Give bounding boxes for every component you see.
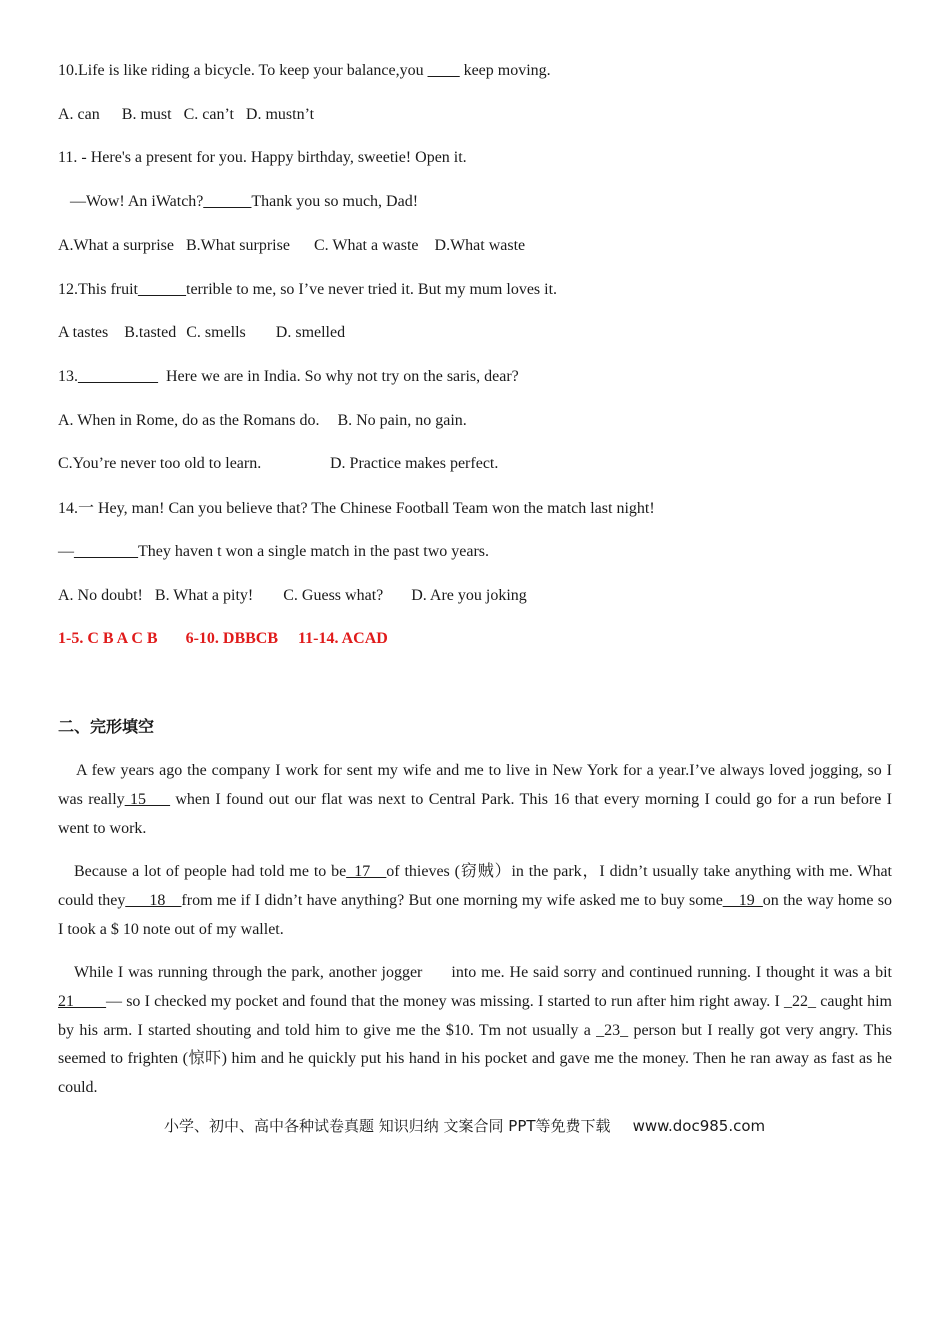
q14-reply	[58, 542, 489, 562]
q10-option-c: C. can’t	[183, 106, 234, 123]
q13-stem	[58, 367, 519, 387]
q12-option-c: C. smells	[186, 324, 246, 341]
cloze-paragraph-3	[58, 959, 892, 1103]
answer-key-1-5: 1-5. C B A C B	[58, 630, 158, 647]
footer-text: 小学、初中、高中各种试卷真题 知识归纳 文案合同 PPT等免费下载	[164, 1117, 611, 1135]
q14-stem: 14.一 Hey, man! Can you believe that? The Chinese Football Team won the match last night!	[58, 500, 655, 517]
paragraph-text: when I found out our flat was next to Central Park. This 16 that every morning I could go for a run before I went to work.	[58, 790, 892, 837]
q12-options	[58, 323, 345, 343]
paragraph-text: on the way home so I took a $ 10 note out of my wallet.	[58, 891, 892, 938]
q14-option-c: C. Guess what?	[283, 587, 384, 604]
q13-option-d: D. Practice makes perfect.	[330, 455, 499, 472]
q11-option-b: B.What surprise	[185, 237, 290, 254]
paragraph-text: — so I checked my pocket and found that the money was missing. I started to run after him right away. I _22_ caught him by his arm. I started shouting and told him to give me the $10. Tm not usually a _23_ person but I really got very angry. This seemed to frighten (惊吓) him and he quickly put his hand in his pocket and gave me the money. Then he ran away as fast as he could.	[58, 992, 892, 1097]
q10-stem-text-end: keep moving.	[459, 62, 551, 79]
q13-options-row2	[58, 454, 261, 474]
q10-stem	[58, 61, 551, 81]
q14-reply-text-end: They haven t won a single match in the past two years.	[138, 543, 490, 560]
q11-options	[58, 236, 525, 256]
q12-option-a: A tastes	[58, 324, 109, 341]
page-footer	[164, 1115, 765, 1136]
answer-key	[58, 629, 388, 649]
q13-blank: __________	[78, 368, 158, 385]
footer-url: www.doc985.com	[632, 1117, 766, 1135]
paragraph-text: from me if I didn’t have anything? But one morning my wife asked me to buy some	[181, 891, 723, 909]
cloze-paragraph-2	[58, 858, 892, 944]
q11-blank: ______	[203, 193, 252, 210]
q12-stem-text: 12.This fruit	[58, 281, 138, 298]
paragraph-text: While I was running through the park, another jogger into me. He said sorry and continued running. I thought it was a bit	[74, 964, 892, 981]
q13-option-c: C.You’re never too old to learn.	[58, 455, 262, 472]
q13-option-a: A. When in Rome, do as the Romans do.	[58, 412, 320, 429]
q14-reply-text: —	[58, 543, 74, 560]
q10-option-d: D. mustn’t	[245, 106, 315, 123]
q10-blank: ____	[427, 62, 460, 79]
q11-option-c: C. What a waste	[313, 237, 419, 254]
q10-options	[58, 105, 314, 125]
q10-option-a: A. can	[58, 106, 100, 123]
answer-key-6-10: 6-10. DBBCB	[185, 630, 279, 647]
blank-18: ___18__	[125, 891, 182, 909]
blank-19: __19_	[722, 891, 763, 909]
q11-reply	[70, 192, 418, 212]
blank-21: 21____	[58, 992, 106, 1010]
q12-option-b: B.tasted	[124, 324, 177, 341]
q14-blank: ________	[74, 543, 138, 560]
q10-stem-text: 10.Life is like riding a bicycle. To keep your balance,you	[58, 62, 428, 79]
q13-stem-text-end: Here we are in India. So why not try on the saris, dear?	[158, 368, 519, 385]
q11-option-d: D.What waste	[434, 237, 526, 254]
q13-option-b: B. No pain, no gain.	[337, 412, 467, 429]
q11-reply-text: —Wow! An iWatch?	[70, 193, 204, 210]
paragraph-text: Because a lot of people had told me to be	[74, 863, 347, 880]
q14-options	[58, 586, 527, 606]
q11-stem: 11. - Here's a present for you. Happy birthday, sweetie! Open it.	[58, 149, 467, 166]
q13-stem-text: 13.	[58, 368, 78, 385]
section-title: 二、完形填空	[58, 717, 155, 736]
q14-option-d: D. Are you joking	[411, 587, 527, 604]
q12-option-d: D. smelled	[275, 324, 346, 341]
q11-reply-text-end: Thank you so much, Dad!	[251, 193, 419, 210]
q10-option-b: B. must	[121, 106, 172, 123]
q11-option-a: A.What a surprise	[58, 237, 174, 254]
paragraph-text: A few years ago the company I work for sent my wife and me to live in New York for a year.I’ve always loved jogging, so I was really	[58, 762, 892, 808]
blank-17: _17__	[346, 863, 387, 880]
q14-option-a: A. No doubt!	[58, 587, 143, 604]
q12-stem	[58, 280, 557, 300]
q14-option-b: B. What a pity!	[154, 587, 254, 604]
answer-key-11-14: 11-14. ACAD	[298, 630, 388, 647]
cloze-paragraph-1	[58, 757, 892, 843]
blank-15: 15___	[124, 790, 170, 808]
q13-options-row1	[58, 411, 467, 431]
q12-blank: ______	[138, 281, 186, 298]
q12-stem-text-end: terrible to me, so I’ve never tried it. But my mum loves it.	[186, 281, 558, 298]
paragraph-text: of thieves (窃贼）in the park，I didn’t usually take anything with me. What could they	[58, 863, 893, 909]
